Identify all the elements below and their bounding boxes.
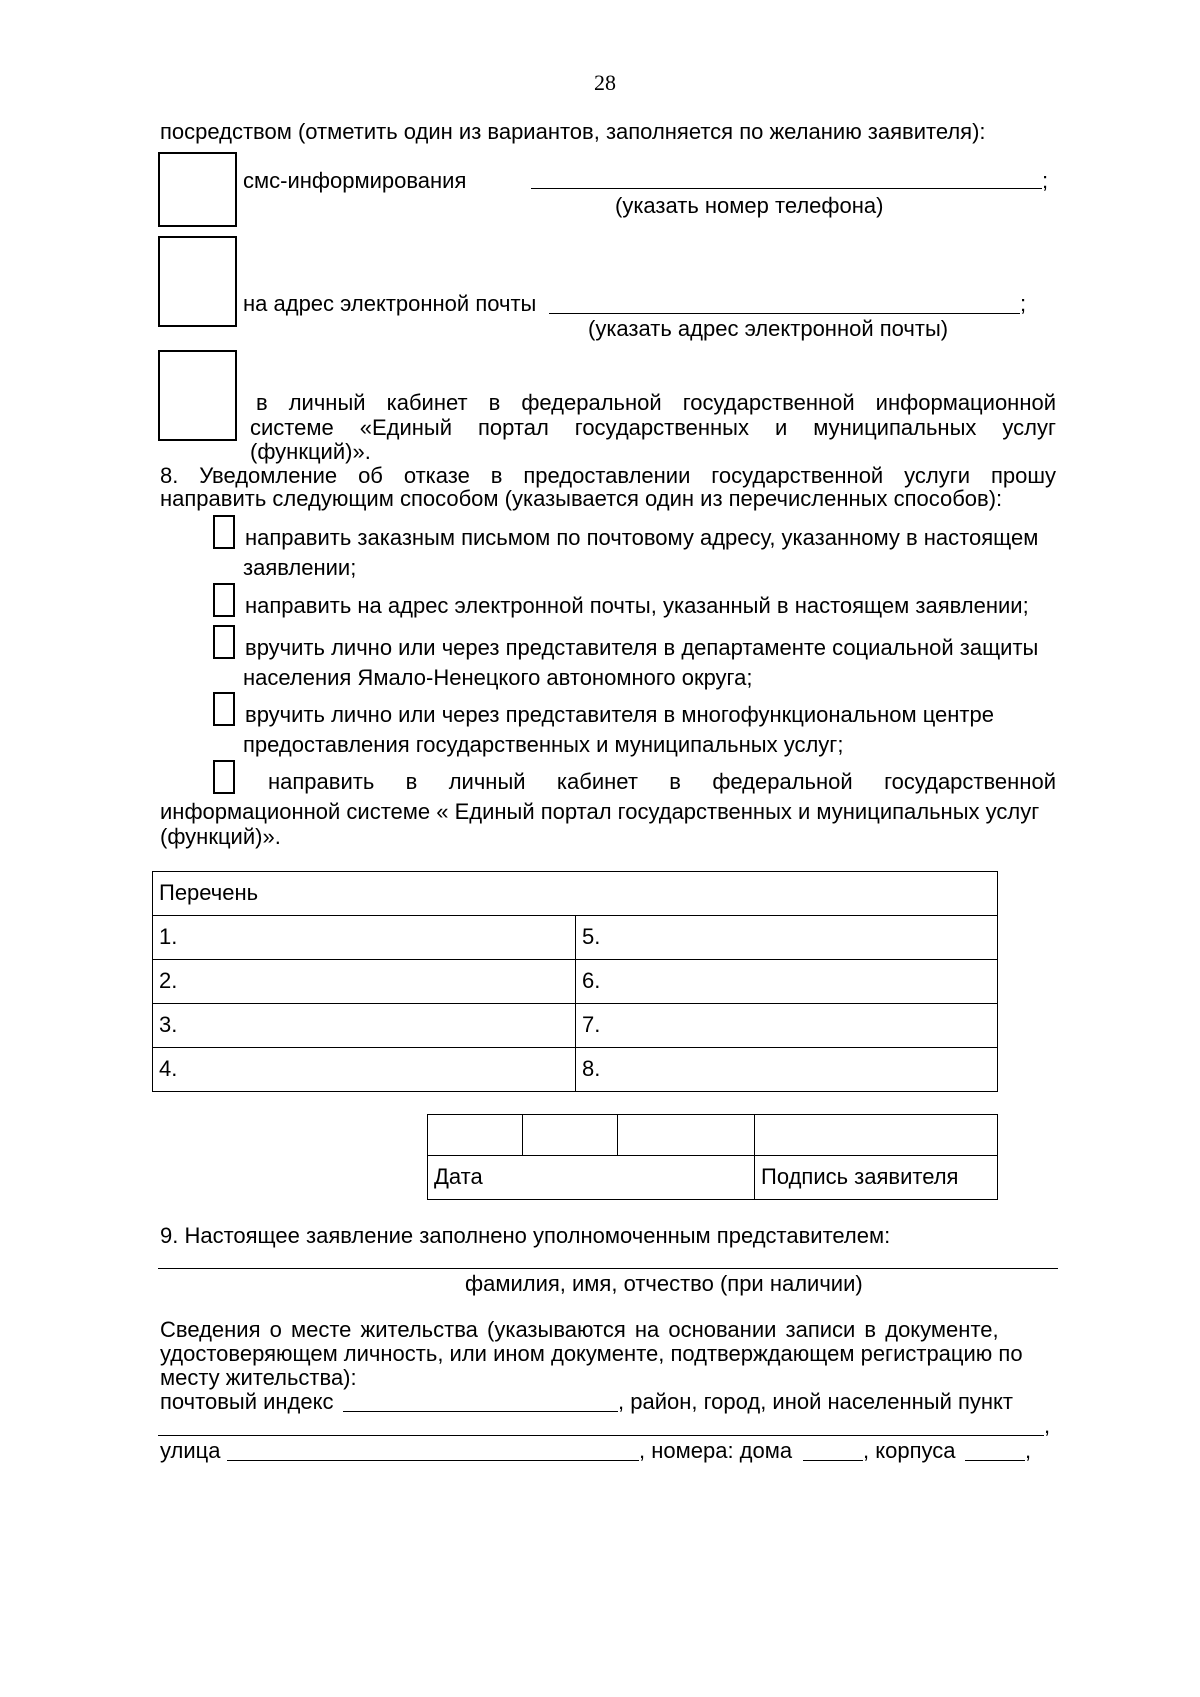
list-cell[interactable]: 5.: [576, 916, 998, 960]
building-field[interactable]: [965, 1460, 1025, 1461]
postal-code-field[interactable]: [343, 1411, 618, 1412]
postal-label: почтовый индекс: [160, 1389, 334, 1414]
email-hint: (указать адрес электронной почты): [588, 316, 949, 341]
refusal-option-5-line-2: информационной системе « Единый портал государственных и муниципальных услуг: [160, 799, 1040, 824]
refusal-option-5-line-3: (функций)».: [160, 824, 281, 849]
refusal-option-2-line-1: направить на адрес электронной почты, указанный в настоящем заявлении;: [245, 593, 1029, 618]
sms-checkbox[interactable]: [158, 152, 237, 227]
end-comma: ,: [1025, 1438, 1032, 1463]
email-checkbox[interactable]: [158, 236, 237, 327]
sms-label: смс-информирования: [243, 168, 467, 193]
list-cell[interactable]: 2.: [153, 960, 576, 1004]
building-label: , корпуса: [863, 1438, 956, 1463]
section9-title: 9. Настоящее заявление заполнено уполномоченным представителем:: [160, 1223, 891, 1248]
email-label: на адрес электронной почты: [243, 291, 537, 316]
list-table-header: Перечень: [153, 872, 998, 916]
phone-hint: (указать номер телефона): [615, 193, 884, 218]
house-label: , номера: дома: [639, 1438, 793, 1463]
email-field[interactable]: [549, 313, 1020, 314]
section8-line-2: направить следующим способом (указывается один из перечисленных способов):: [160, 486, 1003, 511]
date-cell-day[interactable]: [428, 1115, 523, 1156]
section8-line-1: 8. Уведомление об отказе в предоставлении государственной услуги прошу: [160, 463, 1056, 488]
refusal-option-4-line-1: вручить лично или через представителя в многофункциональном центре: [245, 702, 994, 727]
house-field[interactable]: [803, 1460, 863, 1461]
refusal-option-3-line-1: вручить лично или через представителя в департаменте социальной защиты: [245, 635, 1039, 660]
email-semicolon: ;: [1020, 291, 1027, 316]
phone-field[interactable]: [531, 188, 1042, 189]
representative-name-field[interactable]: [158, 1268, 1058, 1269]
refusal-option-1-line-1: направить заказным письмом по почтовому адресу, указанному в настоящем: [245, 525, 1039, 550]
cabinet-line-2: системе «Единый портал государственных и муниципальных услуг: [250, 415, 1056, 440]
date-cell-year[interactable]: [618, 1115, 755, 1156]
refusal-option-1-line-2: заявлении;: [243, 555, 357, 580]
signature-label: Подпись заявителя: [755, 1156, 998, 1200]
street-field[interactable]: [227, 1460, 639, 1461]
refusal-option-5-line-1: направить в личный кабинет в федеральной государственной: [268, 769, 1056, 794]
page-number: 28: [594, 70, 616, 95]
cabinet-checkbox[interactable]: [158, 350, 237, 441]
refusal-cabinet-checkbox[interactable]: [213, 760, 235, 794]
refusal-option-4-line-2: предоставления государственных и муниципальных услуг;: [243, 732, 844, 757]
list-cell[interactable]: 7.: [576, 1004, 998, 1048]
signature-table: [427, 1114, 998, 1200]
district-label: , район, город, иной населенный пункт: [618, 1389, 1013, 1414]
signature-cell[interactable]: [755, 1115, 998, 1156]
refusal-mail-checkbox[interactable]: [213, 515, 235, 549]
cabinet-line-1: в личный кабинет в федеральной государственной информационной: [256, 390, 1056, 415]
list-cell[interactable]: 1.: [153, 916, 576, 960]
list-cell[interactable]: 4.: [153, 1048, 576, 1092]
refusal-email-checkbox[interactable]: [213, 583, 235, 617]
phone-semicolon: ;: [1042, 168, 1049, 193]
refusal-mfc-checkbox[interactable]: [213, 692, 235, 726]
date-cell-month[interactable]: [523, 1115, 618, 1156]
residence-line-3: месту жительства):: [160, 1365, 357, 1390]
list-cell[interactable]: 6.: [576, 960, 998, 1004]
residence-line-2: удостоверяющем личность, или ином документе, подтверждающем регистрацию по: [160, 1341, 1023, 1366]
refusal-option-3-line-2: населения Ямало-Ненецкого автономного округа;: [243, 665, 753, 690]
street-label: улица: [160, 1438, 221, 1463]
residence-line-1: Сведения о месте жительства (указываются на основании записи в документе,: [160, 1317, 999, 1342]
locality-comma: ,: [1044, 1413, 1051, 1438]
intro-text: посредством (отметить один из вариантов, заполняется по желанию заявителя):: [160, 119, 986, 144]
list-cell[interactable]: 3.: [153, 1004, 576, 1048]
date-label: Дата: [428, 1156, 755, 1200]
locality-field[interactable]: [158, 1435, 1044, 1436]
documents-list-table: [152, 871, 998, 1092]
name-hint: фамилия, имя, отчество (при наличии): [465, 1271, 863, 1296]
refusal-dszn-checkbox[interactable]: [213, 625, 235, 659]
list-cell[interactable]: 8.: [576, 1048, 998, 1092]
cabinet-line-3: (функций)».: [250, 439, 371, 464]
